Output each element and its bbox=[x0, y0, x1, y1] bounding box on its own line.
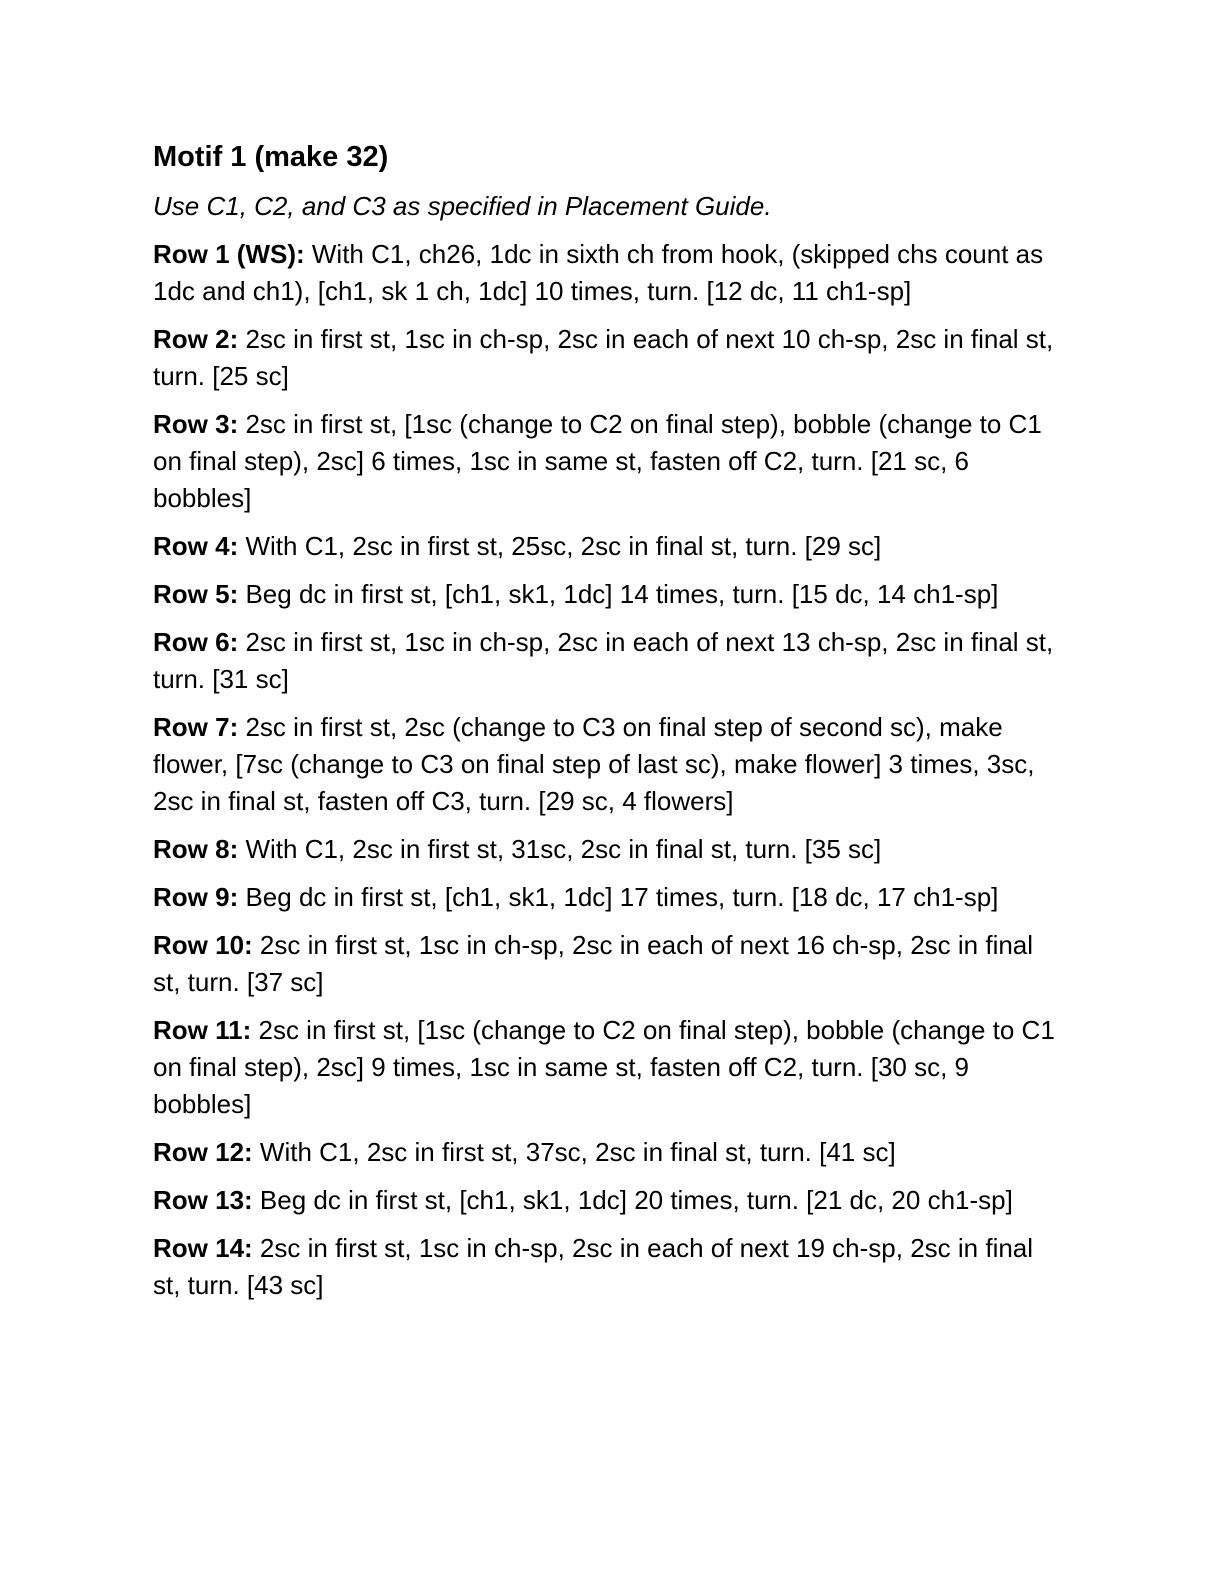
pattern-row-8 bbox=[153, 831, 1066, 868]
pattern-row-13 bbox=[153, 1182, 1066, 1219]
row-label: Row 5: bbox=[153, 579, 239, 609]
row-label: Row 8: bbox=[153, 834, 239, 864]
row-instructions: Beg dc in first st, [ch1, sk1, 1dc] 17 times, turn. [18 dc, 17 ch1-sp] bbox=[245, 882, 999, 912]
row-instructions: Beg dc in first st, [ch1, sk1, 1dc] 20 times, turn. [21 dc, 20 ch1-sp] bbox=[259, 1185, 1013, 1215]
row-label: Row 4: bbox=[153, 531, 239, 561]
pattern-row-5 bbox=[153, 576, 1066, 613]
row-label: Row 13: bbox=[153, 1185, 253, 1215]
pattern-row-1 bbox=[153, 236, 1066, 310]
pattern-rows bbox=[153, 236, 1066, 1304]
row-instructions: 2sc in first st, [1sc (change to C2 on final step), bobble (change to C1 on final step), 2sc] 9 times, 1sc in same st, fasten off C2, turn. [30 sc, 9 bobbles] bbox=[153, 1015, 1055, 1119]
pattern-row-7 bbox=[153, 709, 1066, 820]
row-instructions: 2sc in first st, 1sc in ch-sp, 2sc in each of next 19 ch-sp, 2sc in final st, turn. [43 sc] bbox=[153, 1233, 1034, 1300]
row-label: Row 3: bbox=[153, 409, 239, 439]
row-label: Row 11: bbox=[153, 1015, 252, 1045]
pattern-row-10 bbox=[153, 927, 1066, 1001]
row-instructions: With C1, 2sc in first st, 25sc, 2sc in final st, turn. [29 sc] bbox=[245, 531, 882, 561]
row-label: Row 10: bbox=[153, 930, 253, 960]
row-instructions: With C1, ch26, 1dc in sixth ch from hook, (skipped chs count as 1dc and ch1), [ch1, sk 1 ch, 1dc] 10 times, turn. [12 dc, 11 ch1-sp] bbox=[153, 239, 1044, 306]
pattern-row-11 bbox=[153, 1012, 1066, 1123]
row-label: Row 7: bbox=[153, 712, 239, 742]
pattern-row-2 bbox=[153, 321, 1066, 395]
row-instructions: 2sc in first st, 1sc in ch-sp, 2sc in each of next 13 ch-sp, 2sc in final st, turn. [31 sc] bbox=[153, 627, 1054, 694]
row-label: Row 6: bbox=[153, 627, 239, 657]
row-label: Row 14: bbox=[153, 1233, 253, 1263]
row-instructions: Beg dc in first st, [ch1, sk1, 1dc] 14 times, turn. [15 dc, 14 ch1-sp] bbox=[245, 579, 999, 609]
row-label: Row 1 (WS): bbox=[153, 239, 305, 269]
pattern-row-6 bbox=[153, 624, 1066, 698]
row-instructions: 2sc in first st, 2sc (change to C3 on final step of second sc), make flower, [7sc (change to C3 on final step of last sc), make flower] 3 times, 3sc, 2sc in final st, fasten off C3, turn. [29 sc, 4 flowers] bbox=[153, 712, 1035, 816]
pattern-row-4 bbox=[153, 528, 1066, 565]
row-instructions: 2sc in first st, 1sc in ch-sp, 2sc in each of next 10 ch-sp, 2sc in final st, turn. [25 sc] bbox=[153, 324, 1054, 391]
pattern-row-12 bbox=[153, 1134, 1066, 1171]
row-instructions: 2sc in first st, [1sc (change to C2 on final step), bobble (change to C1 on final step), 2sc] 6 times, 1sc in same st, fasten off C2, turn. [21 sc, 6 bobbles] bbox=[153, 409, 1042, 513]
row-label: Row 2: bbox=[153, 324, 239, 354]
pattern-row-14 bbox=[153, 1230, 1066, 1304]
page-title: Motif 1 (make 32) bbox=[153, 141, 389, 173]
row-instructions: With C1, 2sc in first st, 31sc, 2sc in final st, turn. [35 sc] bbox=[245, 834, 882, 864]
pattern-row-3 bbox=[153, 406, 1066, 517]
pattern-note: Use C1, C2, and C3 as specified in Placement Guide. bbox=[153, 191, 772, 221]
row-instructions: With C1, 2sc in first st, 37sc, 2sc in final st, turn. [41 sc] bbox=[259, 1137, 896, 1167]
pattern-row-9 bbox=[153, 879, 1066, 916]
row-label: Row 12: bbox=[153, 1137, 253, 1167]
row-instructions: 2sc in first st, 1sc in ch-sp, 2sc in each of next 16 ch-sp, 2sc in final st, turn. [37 sc] bbox=[153, 930, 1034, 997]
row-label: Row 9: bbox=[153, 882, 239, 912]
